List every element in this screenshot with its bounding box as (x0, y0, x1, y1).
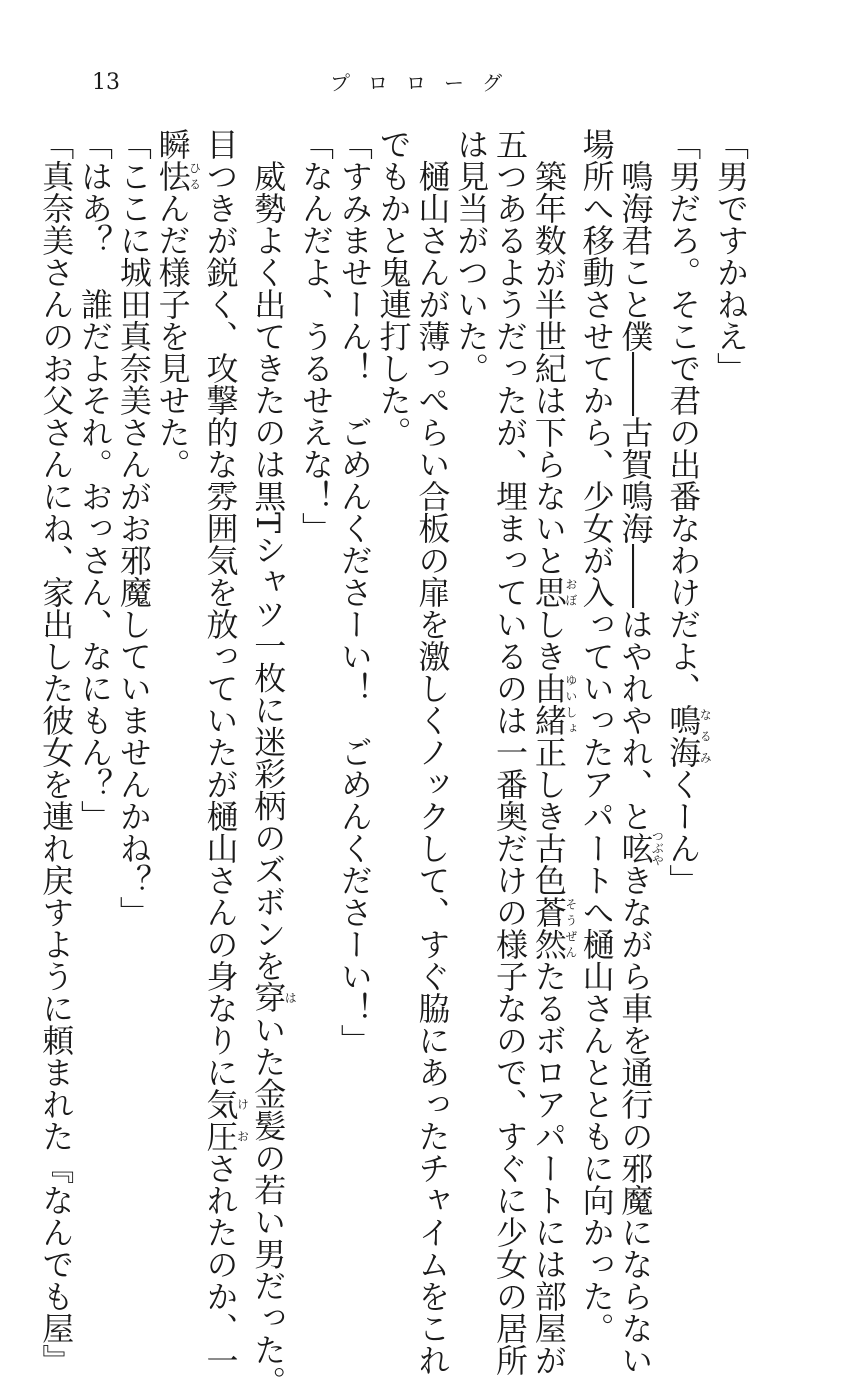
ruby-reading: そうぜん (563, 896, 578, 960)
ruby-reading: おぼ (563, 576, 578, 608)
page-number: 13 (92, 70, 120, 95)
text-line: 五つあるようだったが、埋まっているのは一番奥だけの様子なので、すぐに少女の居所 (491, 128, 530, 1376)
ruby-reading: なるみ (698, 704, 713, 768)
text-line: は見当がついた。 (452, 128, 491, 384)
ruby-annotated-text: 穿は (249, 981, 298, 1014)
ruby-reading: は (283, 981, 298, 1014)
ruby-reading: つぶや (650, 830, 665, 866)
text-line: 威勢よく出てきたのは黒Tシャツ一枚に迷彩柄のズボンを穿はいた金髪の若い男だった。 (249, 128, 298, 1397)
ruby-reading: ゆいしょ (563, 672, 578, 736)
text-line: でもかと鬼連打した。 (374, 128, 413, 448)
ruby-annotated-text: 思おぼ (529, 576, 578, 608)
text-line: 「男ですかねえ」 (712, 128, 750, 384)
chapter-title: プロローグ (330, 71, 520, 95)
text-line: 「男だろ。そこで君の出番なわけだよ、鳴海なるみくーん」 (664, 128, 713, 896)
text-line: 目つきが鋭く、攻撃的な雰囲気を放っていたが樋山さんの身なりに気圧けおされたのか、一 (201, 128, 250, 1376)
ruby-reading: けお (235, 1088, 250, 1152)
text-line: 「すみませーん！ ごめんくださーい！ ごめんくださーい！」 (335, 128, 374, 1056)
text-line: 「なんだよ、うるせえな！」 (297, 128, 336, 544)
ruby-annotated-text: 鳴海なるみ (664, 704, 713, 768)
vertical-text-body (37, 128, 750, 1397)
text-line: 樋山さんが薄っぺらい合板の扉を激しくノックして、すぐ脇にあったチャイムをこれ (413, 128, 452, 1376)
text-line: 鳴海君こと僕――古賀鳴海――はやれやれ、と呟つぶやきながら車を通行の邪魔にならない (616, 128, 665, 1376)
ruby-annotated-text: 怯ひる (153, 160, 202, 192)
ruby-reading: ひる (187, 160, 202, 192)
text-line: 場所へ移動させてから、少女が入っていったアパートへ樋山さんとともに向かった。 (577, 128, 616, 1344)
text-line: 瞬怯ひるんだ様子を見せた。 (153, 128, 202, 480)
text-line: 築年数が半世紀は下らないと思おぼしき由緒ゆいしょ正しき古色蒼然そうぜんたるボロアパートには部屋が (529, 128, 578, 1376)
ruby-annotated-text: 気圧けお (201, 1088, 250, 1152)
ruby-annotated-text: 由緒ゆいしょ (529, 672, 578, 736)
ruby-annotated-text: 蒼然そうぜん (529, 896, 578, 960)
ruby-annotated-text: 呟つぶや (616, 830, 665, 866)
text-line: 「ここに城田真奈美さんがお邪魔していませんかね？」 (114, 128, 153, 928)
text-line: 「はあ？ 誰だよそれ。おっさん、なにもん？」 (76, 128, 115, 832)
text-line: 「真奈美さんのお父さんにね、家出した彼女を連れ戻すように頼まれた『なんでも屋』 (37, 128, 76, 1376)
